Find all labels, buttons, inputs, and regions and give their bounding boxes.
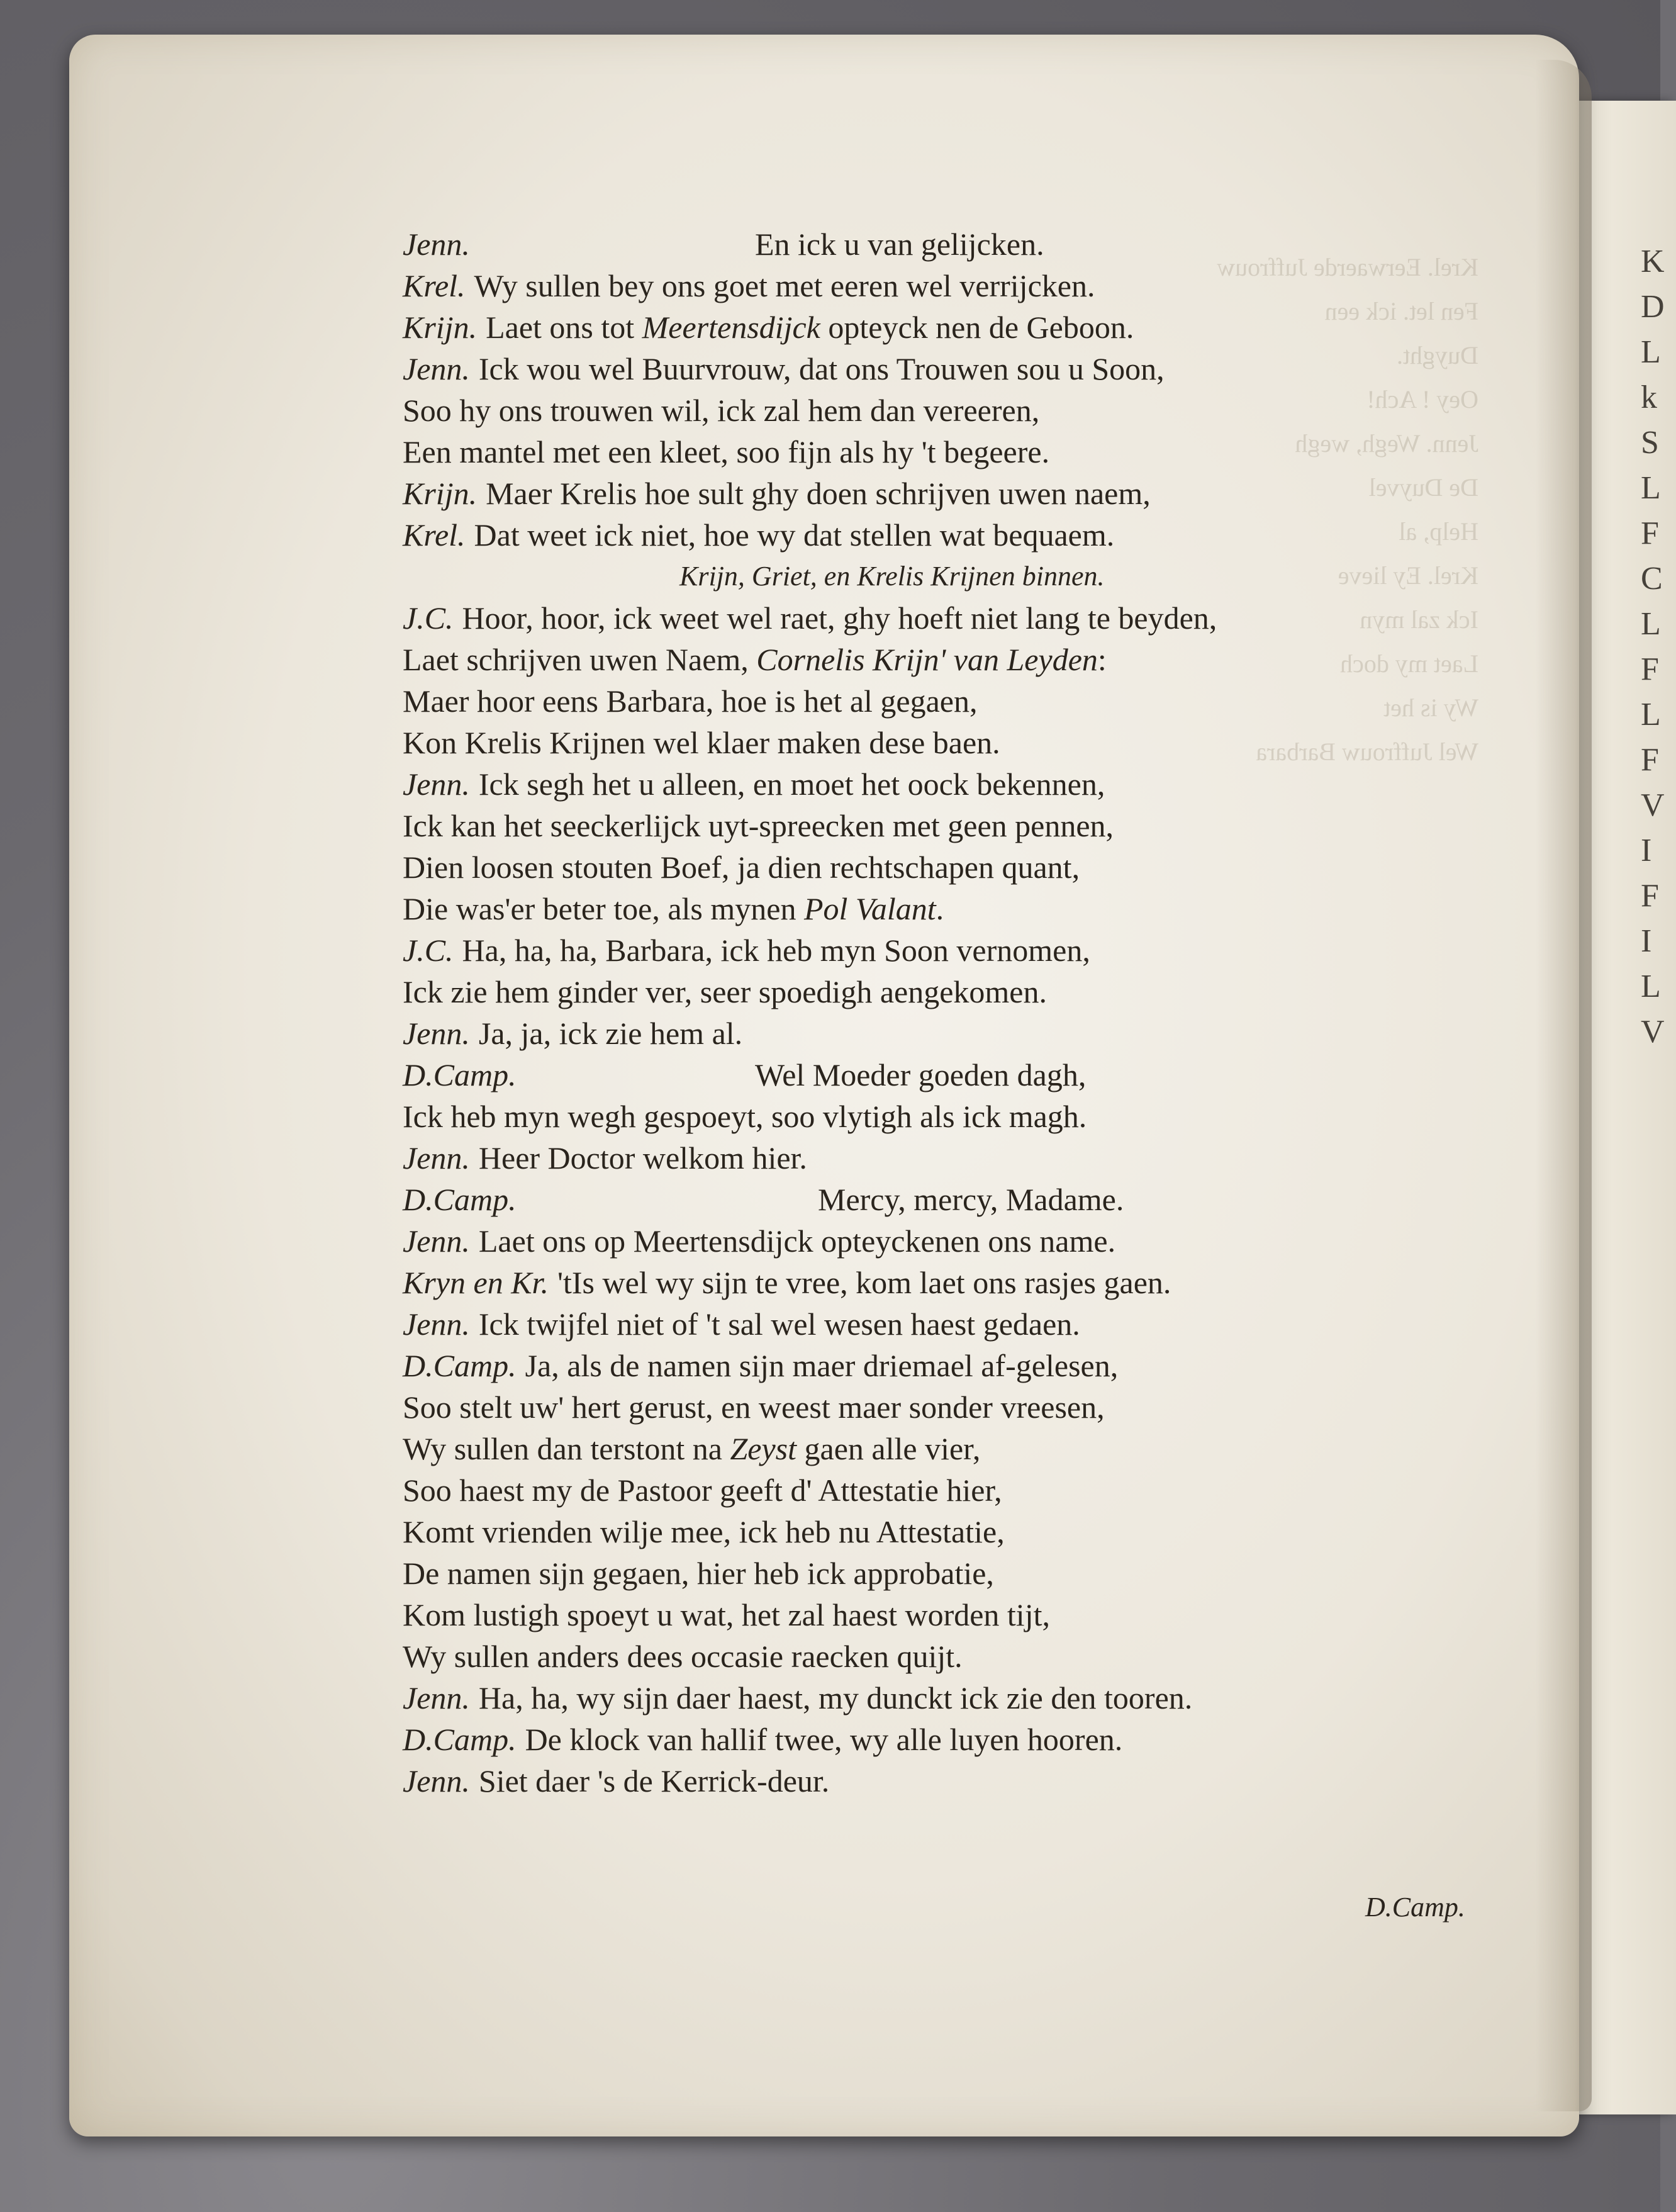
verse-line (403, 1220, 1115, 1262)
line-text: Maer Krelis hoe sult ghy doen schrijven uwen naem, (486, 476, 1151, 511)
line-text-before: Laet ons tot (486, 310, 635, 345)
italic-name: Cornelis Krijn' van Leyden (756, 642, 1098, 677)
line-text-after: : (1097, 642, 1107, 677)
italic-name: Zeyst (730, 1431, 797, 1466)
speaker-name: Jenn. (403, 227, 470, 262)
italic-name: Meertensdijck (642, 310, 820, 345)
line-text: Siet daer 's de Kerrick-deur. (478, 1763, 830, 1799)
catchword: D.Camp. (1365, 1892, 1465, 1923)
line-text: Ick zie hem ginder ver, seer spoedigh aengekomen. (403, 974, 1047, 1009)
verse-line (403, 265, 1095, 306)
verse-line (403, 680, 978, 722)
facing-page-letter: D (1641, 289, 1665, 325)
line-text-after: opteyck nen de Geboon. (828, 310, 1134, 345)
line-text: En ick u van gelijcken. (755, 227, 1044, 262)
show-through-line: Fen let. ick een (1324, 297, 1478, 325)
facing-page-letter: L (1641, 606, 1661, 642)
line-text-before: Laet schrijven uwen Naem, (403, 642, 749, 677)
show-through-line: Help, al (1399, 517, 1478, 546)
facing-page-letter: F (1641, 878, 1659, 914)
facing-page-letter: F (1641, 742, 1659, 778)
line-text: Laet ons op Meertensdijck opteyckenen ons name. (478, 1223, 1116, 1259)
verse-line (403, 1719, 1122, 1760)
line-text: Ha, ha, ha, Barbara, ick heb myn Soon vernomen, (462, 933, 1090, 968)
speaker-name: Krijn. (403, 476, 478, 511)
facing-page-letter: L (1641, 470, 1661, 506)
verse-line (403, 1760, 829, 1802)
facing-page-letter: K (1641, 244, 1665, 279)
line-text: Kom lustigh spoeyt u wat, het zal haest worden tijt, (403, 1597, 1050, 1632)
show-through-line: Krel. Ey lieve (1338, 561, 1478, 590)
facing-page-letter: V (1641, 1014, 1665, 1050)
verse-line (403, 1179, 1124, 1220)
line-text: Kon Krelis Krijnen wel klaer maken dese baen. (403, 725, 1000, 760)
speaker-name: Jenn. (403, 1680, 470, 1715)
line-text: De namen sijn gegaen, hier heb ick approbatie, (403, 1556, 994, 1591)
speaker-name: D.Camp. (403, 1722, 517, 1757)
show-through-line: De Duyvel (1368, 473, 1478, 502)
line-text-after: gaen alle vier, (804, 1431, 981, 1466)
show-through-line: Laet my doch (1340, 649, 1478, 678)
verse-line (403, 597, 1217, 639)
line-text: Wy sullen anders dees occasie raecken quijt. (403, 1639, 963, 1674)
verse-line (403, 1428, 980, 1469)
line-text: Ick segh het u alleen, en moet het oock bekennen, (478, 766, 1105, 802)
speaker-name: Jenn. (403, 1306, 470, 1342)
verse-line (403, 306, 1134, 348)
facing-page-letters (1641, 239, 1665, 1055)
speaker-name: Jenn. (403, 1016, 470, 1051)
line-text-after: . (936, 891, 944, 926)
verse-line (403, 390, 1039, 431)
verse-line (403, 1594, 1050, 1636)
line-text: Dat weet ick niet, hoe wy dat stellen wat bequaem. (474, 517, 1115, 553)
line-text-before: Die was'er beter toe, als mynen (403, 891, 796, 926)
speaker-name: J.C. (403, 600, 454, 636)
verse-line (403, 473, 1151, 514)
show-through-line: Duyght. (1397, 341, 1478, 369)
line-text: Mercy, mercy, Madame. (818, 1182, 1124, 1217)
verse-line (403, 1262, 1171, 1303)
speaker-name: D.Camp. (403, 1182, 517, 1217)
line-text: Ick wou wel Buurvrouw, dat ons Trouwen sou u Soon, (478, 351, 1165, 386)
line-text: De klock van hallif twee, wy alle luyen hooren. (525, 1722, 1123, 1757)
facing-page-letter: L (1641, 697, 1661, 733)
verse-line (403, 1636, 963, 1677)
line-text: 'tIs wel wy sijn te vree, kom laet ons rasjes gaen. (557, 1265, 1171, 1300)
facing-page-letter: k (1641, 379, 1657, 415)
line-text: Heer Doctor welkom hier. (478, 1140, 807, 1176)
speaker-name: D.Camp. (403, 1348, 517, 1383)
show-through-text (1164, 245, 1478, 774)
facing-page-letter: I (1641, 923, 1652, 959)
verse-line (403, 722, 1000, 763)
speaker-name: D.Camp. (403, 1057, 517, 1092)
verse-line (403, 1096, 1087, 1137)
speaker-name: Jenn. (403, 766, 470, 802)
verse-line (403, 1386, 1105, 1428)
verse-line (403, 1303, 1080, 1345)
facing-page-letter: L (1641, 334, 1661, 370)
facing-page-letter: I (1641, 833, 1652, 868)
italic-name: Pol Valant (803, 891, 936, 926)
verse-line (403, 223, 1044, 265)
speaker-name: Krel. (403, 517, 466, 553)
show-through-line: Oey ! Ach! (1366, 385, 1478, 413)
verse-line (403, 1013, 742, 1054)
show-through-line: Krel. Eerwaerde Juffrouw (1217, 253, 1478, 281)
speaker-name: Krijn. (403, 310, 478, 345)
verse-line (403, 1345, 1118, 1386)
facing-page-letter: L (1641, 968, 1661, 1004)
line-text: Komt vrienden wilje mee, ick heb nu Attestatie, (403, 1514, 1005, 1549)
line-text-before: Wy sullen dan terstont na (403, 1431, 722, 1466)
verse-line (403, 1511, 1005, 1552)
verse-line (403, 846, 1080, 888)
verse-line (403, 348, 1165, 390)
line-text: Ha, ha, wy sijn daer haest, my dunckt ick zie den tooren. (478, 1680, 1193, 1715)
line-text: Ick twijfel niet of 't sal wel wesen haest gedaen. (478, 1306, 1080, 1342)
stage-direction: Krijn, Griet, en Krelis Krijnen binnen. (679, 561, 1105, 592)
line-text: Ja, ja, ick zie hem al. (478, 1016, 743, 1051)
verse-line (403, 639, 1107, 680)
line-text: Soo hy ons trouwen wil, ick zal hem dan vereeren, (403, 393, 1040, 428)
line-text: Dien loosen stouten Boef, ja dien rechtschapen quant, (403, 850, 1080, 885)
show-through-line: Ick zal myn (1360, 605, 1478, 634)
speaker-name: Jenn. (403, 351, 470, 386)
speaker-name: Jenn. (403, 1140, 470, 1176)
speaker-name: Jenn. (403, 1763, 470, 1799)
line-text: Ja, als de namen sijn maer driemael af-gelesen, (525, 1348, 1119, 1383)
show-through-line: Jenn. Wegh, wegh (1295, 429, 1478, 458)
facing-page-letter: F (1641, 515, 1659, 551)
verse-line (403, 1469, 1002, 1511)
line-text: Ick kan het seeckerlijck uyt-spreecken met geen pennen, (403, 808, 1114, 843)
line-text: Wel Moeder goeden dagh, (755, 1057, 1087, 1092)
show-through-line: Wel Juffrouw Barbara (1256, 738, 1478, 766)
verse-line (403, 805, 1114, 846)
verse-line (403, 1677, 1192, 1719)
verse-line (403, 971, 1047, 1013)
speaker-name: J.C. (403, 933, 454, 968)
line-text: Maer hoor eens Barbara, hoe is het al gegaen, (403, 683, 978, 719)
page-gutter-shadow (1535, 60, 1592, 2111)
verse-line (403, 1054, 1087, 1096)
line-text: Soo stelt uw' hert gerust, en weest maer sonder vreesen, (403, 1390, 1105, 1425)
facing-page-letter: F (1641, 651, 1659, 687)
verse-line (403, 763, 1105, 805)
speaker-name: Kryn en Kr. (403, 1265, 549, 1300)
verse-line (403, 1137, 807, 1179)
facing-page-letter: S (1641, 425, 1659, 461)
line-text: Hoor, hoor, ick weet wel raet, ghy hoeft niet lang te beyden, (462, 600, 1217, 636)
verse-line (403, 1552, 994, 1594)
line-text: Een mantel met een kleet, soo fijn als hy 't begeere. (403, 434, 1050, 469)
verse-line (403, 431, 1049, 473)
show-through-line: Wy is het (1383, 693, 1478, 722)
line-text: Soo haest my de Pastoor geeft d' Attestatie hier, (403, 1473, 1002, 1508)
verse-line (403, 514, 1114, 556)
line-text: Wy sullen bey ons goet met eeren wel verrijcken. (474, 268, 1095, 303)
facing-page-letter: C (1641, 561, 1663, 597)
verse-line (403, 888, 944, 929)
facing-page-letter: V (1641, 787, 1665, 823)
verse-line (403, 929, 1090, 971)
speaker-name: Jenn. (403, 1223, 470, 1259)
speaker-name: Krel. (403, 268, 466, 303)
line-text: Ick heb myn wegh gespoeyt, soo vlytigh als ick magh. (403, 1099, 1087, 1134)
